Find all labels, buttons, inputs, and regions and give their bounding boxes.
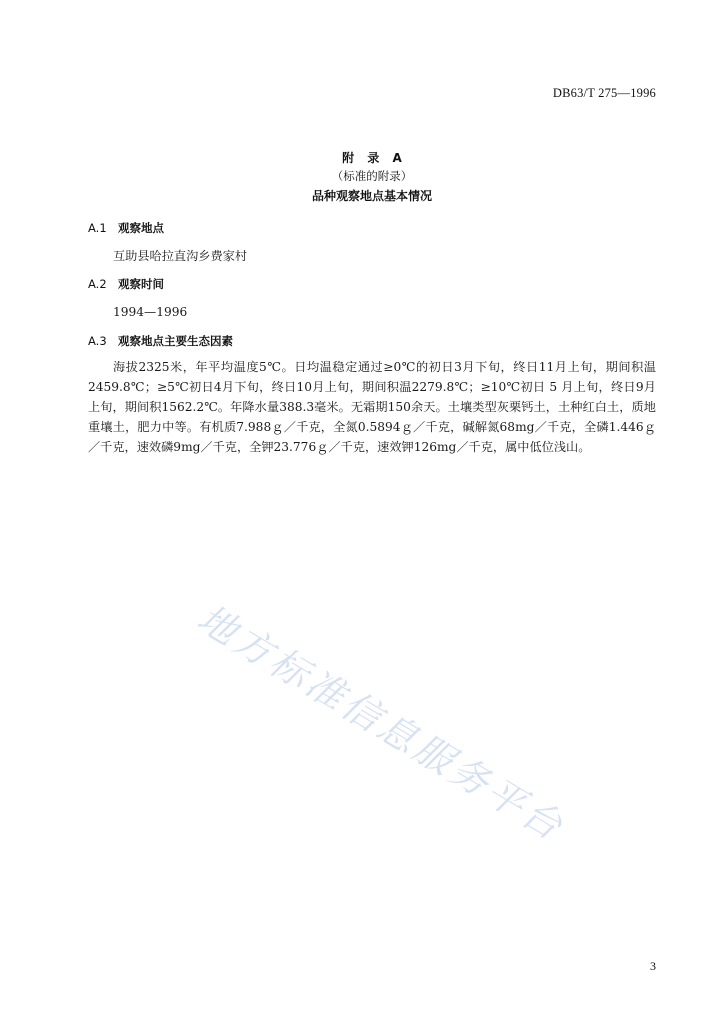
section-heading-a1 <box>88 220 164 236</box>
annex-title: 品种观察地点基本情况 <box>311 189 432 203</box>
section-body-a2: 1994—1996 <box>113 305 188 319</box>
section-body-a1: 互助县哈拉直沟乡费家村 <box>113 249 248 263</box>
annex-type: （标准的附录） <box>331 169 413 183</box>
section-number: A.1 <box>88 221 107 235</box>
section-number: A.2 <box>88 277 107 291</box>
section-heading-a2 <box>88 276 164 292</box>
section-heading-a3 <box>88 333 233 349</box>
section-body-a3: 海拔2325米，年平均温度5℃。日均温稳定通过≥0℃的初日3月下旬，终日11月上旬，期间积温2459.8℃；≥5℃初日4月下旬，终日10月上旬，期间积温2279.8℃；≥10℃初日 5 月上旬，终日9月上旬，期间积1562.2℃。年降水量388.3毫米。无霜期150余天。土壤类型灰栗钙土，土种红白土，质地重壤土，肥力中等。有机质7.988ｇ／千克，全氮0.5894ｇ／千克，碱解氮68mg／千克，全磷1.446ｇ／千克，速效磷9mg／千克，全钾23.776ｇ／千克，速效钾126mg／千克，属中低位浅山。 <box>88 360 656 454</box>
section-number: A.3 <box>88 334 107 348</box>
watermark: 地方标准信息服务平台 <box>189 595 573 851</box>
section-title: 观察地点主要生态因素 <box>118 334 233 348</box>
standard-number: DB63/T 275—1996 <box>552 86 656 100</box>
section-title: 观察地点 <box>118 221 164 235</box>
annex-label: 附 录 A <box>342 151 402 165</box>
section-title: 观察时间 <box>118 277 164 291</box>
page-number: 3 <box>650 959 656 973</box>
